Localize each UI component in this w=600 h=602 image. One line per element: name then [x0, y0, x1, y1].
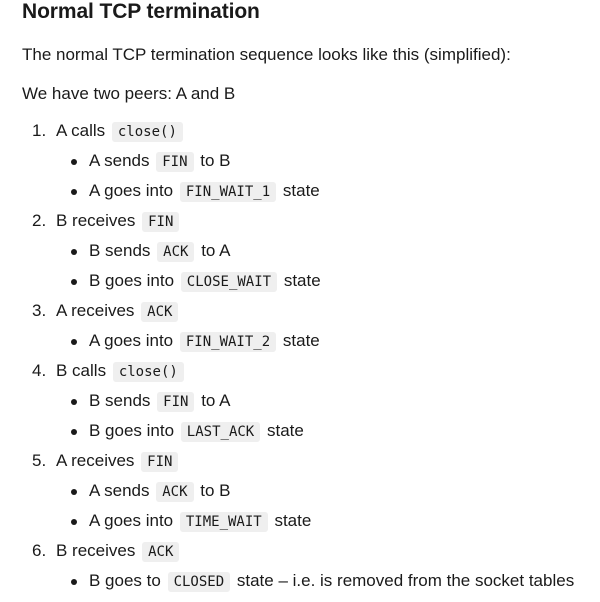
substep-item [22, 476, 592, 506]
inline-code: FIN [142, 212, 179, 232]
substep-text: A goes into [89, 331, 174, 350]
step-line [22, 296, 592, 326]
inline-code: FIN [141, 452, 178, 472]
step-text: A receives [56, 451, 135, 470]
step-substeps [22, 326, 592, 356]
step-substeps [22, 566, 592, 596]
substep-text: to A [201, 391, 231, 410]
step-line [22, 356, 592, 386]
step-number: 5. [32, 451, 47, 470]
substep-item [22, 416, 592, 446]
substep-item [22, 506, 592, 536]
inline-code: ACK [142, 542, 179, 562]
step-text: A calls [56, 121, 106, 140]
step-4 [22, 356, 592, 446]
substep-item [22, 326, 592, 356]
bullet-icon [71, 249, 77, 255]
substep-text: state [266, 421, 304, 440]
inline-code: LAST_ACK [181, 422, 260, 442]
substep-text: state – i.e. is removed from the socket tables [236, 571, 575, 590]
inline-code: CLOSE_WAIT [181, 272, 277, 292]
substep-text: A goes into [89, 181, 174, 200]
bullet-icon [71, 189, 77, 195]
substep-item [22, 266, 592, 296]
bullet-icon [71, 159, 77, 165]
step-5 [22, 446, 592, 536]
intro-paragraph: The normal TCP termination sequence looks like this (simplified): [22, 45, 511, 64]
step-substeps [22, 146, 592, 206]
step-line [22, 206, 592, 236]
substep-text: to A [201, 241, 231, 260]
step-line [22, 536, 592, 566]
inline-code: close() [113, 362, 184, 382]
substep-text: B goes into [89, 421, 175, 440]
step-number: 3. [32, 301, 47, 320]
bullet-icon [71, 519, 77, 525]
inline-code: ACK [156, 482, 193, 502]
document-content [22, 0, 592, 596]
inline-code: ACK [141, 302, 178, 322]
inline-code: FIN [157, 392, 194, 412]
bullet-icon [71, 339, 77, 345]
inline-code: close() [112, 122, 183, 142]
inline-code: CLOSED [168, 572, 231, 592]
step-line [22, 116, 592, 146]
bullet-icon [71, 399, 77, 405]
step-number: 2. [32, 211, 47, 230]
step-1 [22, 116, 592, 206]
substep-text: to B [200, 481, 231, 500]
substep-text: B goes into [89, 271, 175, 290]
step-number: 4. [32, 361, 47, 380]
substep-text: A goes into [89, 511, 174, 530]
step-substeps [22, 386, 592, 446]
substep-text: B sends [89, 241, 151, 260]
page-title: Normal TCP termination [22, 0, 260, 23]
substep-text: B sends [89, 391, 151, 410]
step-substeps [22, 476, 592, 536]
step-number: 1. [32, 121, 47, 140]
termination-steps-list [22, 116, 592, 596]
step-text: B receives [56, 541, 136, 560]
substep-item [22, 566, 592, 596]
step-number: 6. [32, 541, 47, 560]
substep-text: state [282, 331, 320, 350]
inline-code: ACK [157, 242, 194, 262]
substep-text: state [283, 271, 321, 290]
inline-code: FIN_WAIT_2 [180, 332, 276, 352]
peers-paragraph: We have two peers: A and B [22, 84, 236, 103]
step-text: B receives [56, 211, 136, 230]
substep-text: state [282, 181, 320, 200]
substep-item [22, 176, 592, 206]
bullet-icon [71, 279, 77, 285]
substep-item [22, 386, 592, 416]
step-text: A receives [56, 301, 135, 320]
substep-text: to B [200, 151, 231, 170]
inline-code: TIME_WAIT [180, 512, 268, 532]
bullet-icon [71, 579, 77, 585]
substep-text: B goes to [89, 571, 161, 590]
step-2 [22, 206, 592, 296]
bullet-icon [71, 429, 77, 435]
step-substeps [22, 236, 592, 296]
inline-code: FIN_WAIT_1 [180, 182, 276, 202]
step-3 [22, 296, 592, 356]
substep-item [22, 236, 592, 266]
inline-code: FIN [156, 152, 193, 172]
substep-text: A sends [89, 481, 150, 500]
bullet-icon [71, 489, 77, 495]
step-line [22, 446, 592, 476]
step-6 [22, 536, 592, 596]
step-text: B calls [56, 361, 107, 380]
substep-text: state [274, 511, 312, 530]
substep-item [22, 146, 592, 176]
substep-text: A sends [89, 151, 150, 170]
